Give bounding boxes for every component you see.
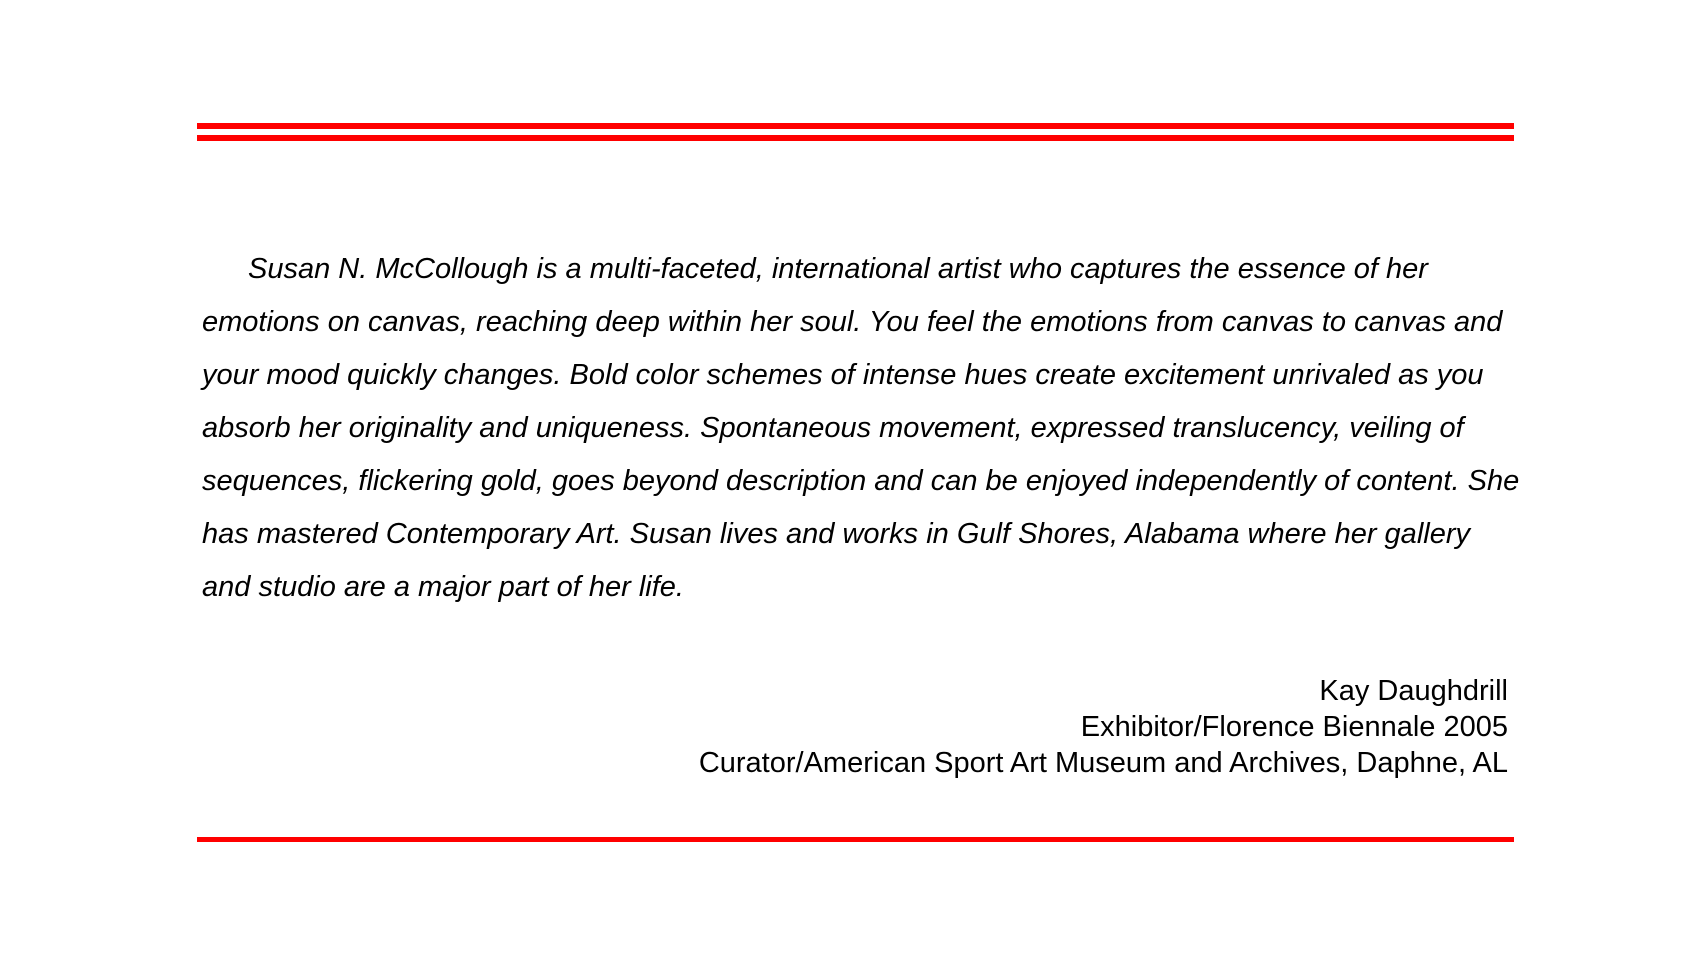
signature-name: Kay Daughdrill: [1319, 675, 1508, 707]
signature-block: [699, 673, 1508, 781]
top-red-rule-lower: [197, 135, 1514, 141]
artist-statement-paragraph: Susan N. McCollough is a multi-faceted, international artist who captures the essence of her emotions on canvas, reaching deep within her soul. You feel the emotions from canvas to canvas and your mood quickly changes. Bold color schemes of intense hues create excitement unrivaled as you absorb her originality and uniqueness. Spontaneous movement, expressed translucency, veiling of sequences, flickering gold, goes beyond description and can be enjoyed independently of content. She has mastered Contemporary Art. Susan lives and works in Gulf Shores, Alabama where her gallery and studio are a major part of her life.: [202, 253, 1520, 603]
bottom-red-rule: [197, 837, 1514, 842]
signature-title-curator: Curator/American Sport Art Museum and Archives, Daphne, AL: [698, 747, 1508, 779]
top-red-rule-upper: [197, 123, 1514, 129]
signature-title-exhibitor: Exhibitor/Florence Biennale 2005: [1080, 711, 1508, 743]
